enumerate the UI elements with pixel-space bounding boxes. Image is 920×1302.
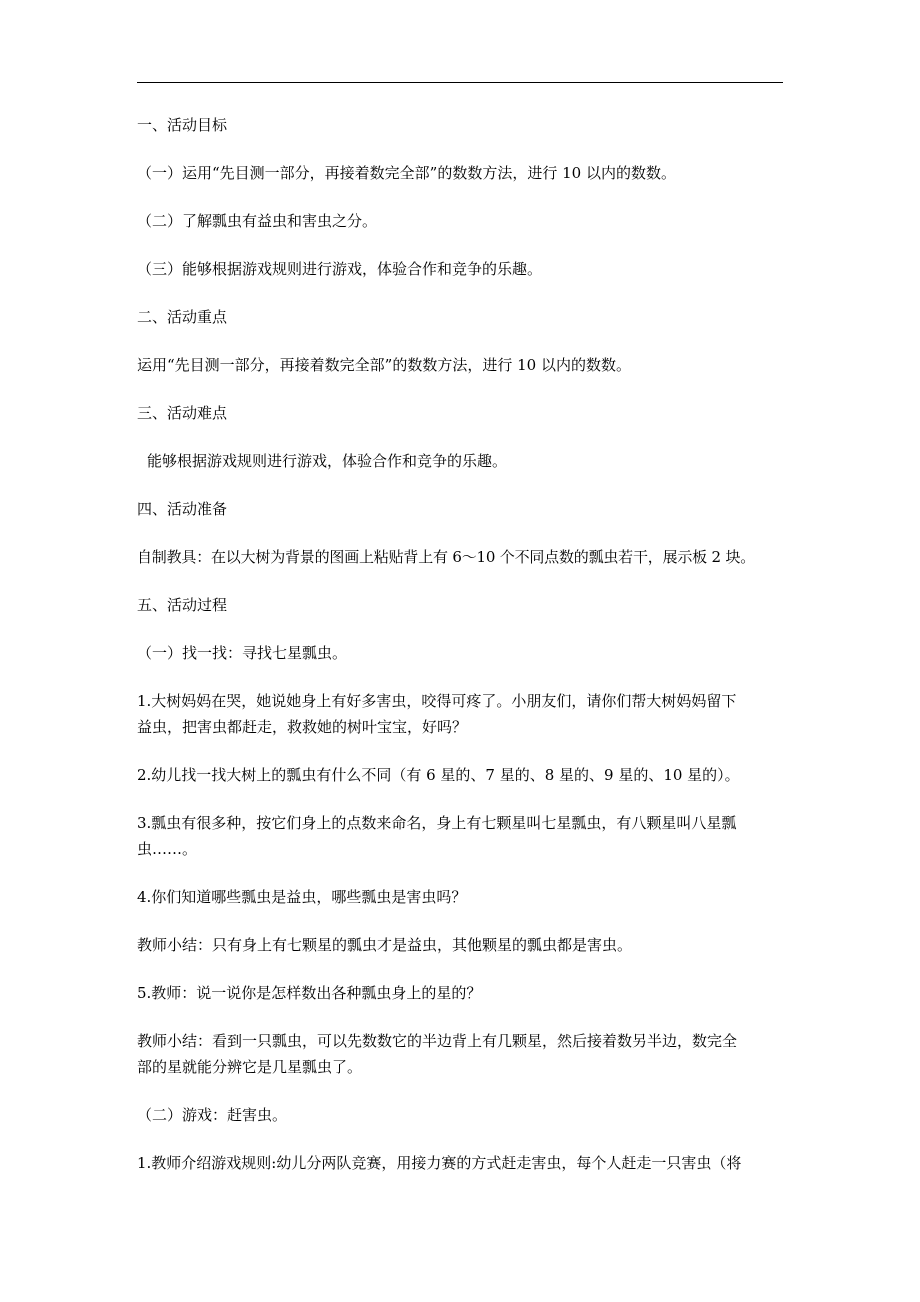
heading-goals: 一、活动目标 (137, 116, 228, 134)
header-rule (137, 82, 783, 83)
goal-1: （一）运用“先目测一部分，再接着数完全部”的数数方法，进行 10 以内的数数。 (137, 164, 676, 182)
process-step-3-line-1: 3.瓢虫有很多种，按它们身上的点数来命名，身上有七颗星叫七星瓢虫，有八颗星叫八星瓢 (137, 814, 737, 832)
process-step-1 (137, 688, 787, 740)
process-step-1-line-2: 益虫，把害虫都赶走，救救她的树叶宝宝，好吗？ (137, 718, 468, 736)
preparation-text: 自制教具：在以大树为背景的图画上粘贴背上有 6～10 个不同点数的瓢虫若干，展示板 2 块。 (137, 548, 756, 566)
process-step-1-line-1: 1.大树妈妈在哭，她说她身上有好多害虫，咬得可疼了。小朋友们，请你们帮大树妈妈留下 (137, 692, 737, 710)
process-step-4: 4.你们知道哪些瓢虫是益虫，哪些瓢虫是害虫吗？ (137, 888, 467, 906)
teacher-summary-2 (137, 1028, 787, 1080)
goal-2: （二）了解瓢虫有益虫和害虫之分。 (137, 212, 378, 230)
game-rules-step-1: 1.教师介绍游戏规则:幼儿分两队竞赛，用接力赛的方式赶走害虫，每个人赶走一只害虫（将 (137, 1154, 742, 1172)
teacher-summary-2-line-2: 部的星就能分辨它是几星瓢虫了。 (137, 1058, 363, 1076)
key-point-text: 运用“先目测一部分，再接着数完全部”的数数方法，进行 10 以内的数数。 (137, 356, 631, 374)
process-step-2: 2.幼儿找一找大树上的瓢虫有什么不同（有 6 星的、7 星的、8 星的、9 星的、10 星的）。 (137, 766, 740, 784)
heading-difficulty: 三、活动难点 (137, 404, 228, 422)
process-step-5: 5.教师：说一说你是怎样数出各种瓢虫身上的星的？ (137, 984, 482, 1002)
process-part-2-title: （二）游戏：赶害虫。 (137, 1106, 288, 1124)
heading-key-point: 二、活动重点 (137, 308, 228, 326)
heading-process: 五、活动过程 (137, 596, 228, 614)
heading-preparation: 四、活动准备 (137, 500, 228, 518)
document-body (137, 112, 787, 1198)
process-part-1-title: （一）找一找：寻找七星瓢虫。 (137, 644, 348, 662)
process-step-3 (137, 810, 787, 862)
teacher-summary-1: 教师小结：只有身上有七颗星的瓢虫才是益虫，其他颗星的瓢虫都是害虫。 (137, 936, 633, 954)
process-step-3-line-2: 虫……。 (137, 840, 198, 858)
goal-3: （三）能够根据游戏规则进行游戏，体验合作和竞争的乐趣。 (137, 260, 543, 278)
difficulty-text: 能够根据游戏规则进行游戏，体验合作和竞争的乐趣。 (147, 452, 508, 470)
teacher-summary-2-line-1: 教师小结：看到一只瓢虫，可以先数数它的半边背上有几颗星，然后接着数另半边，数完全 (137, 1032, 738, 1050)
